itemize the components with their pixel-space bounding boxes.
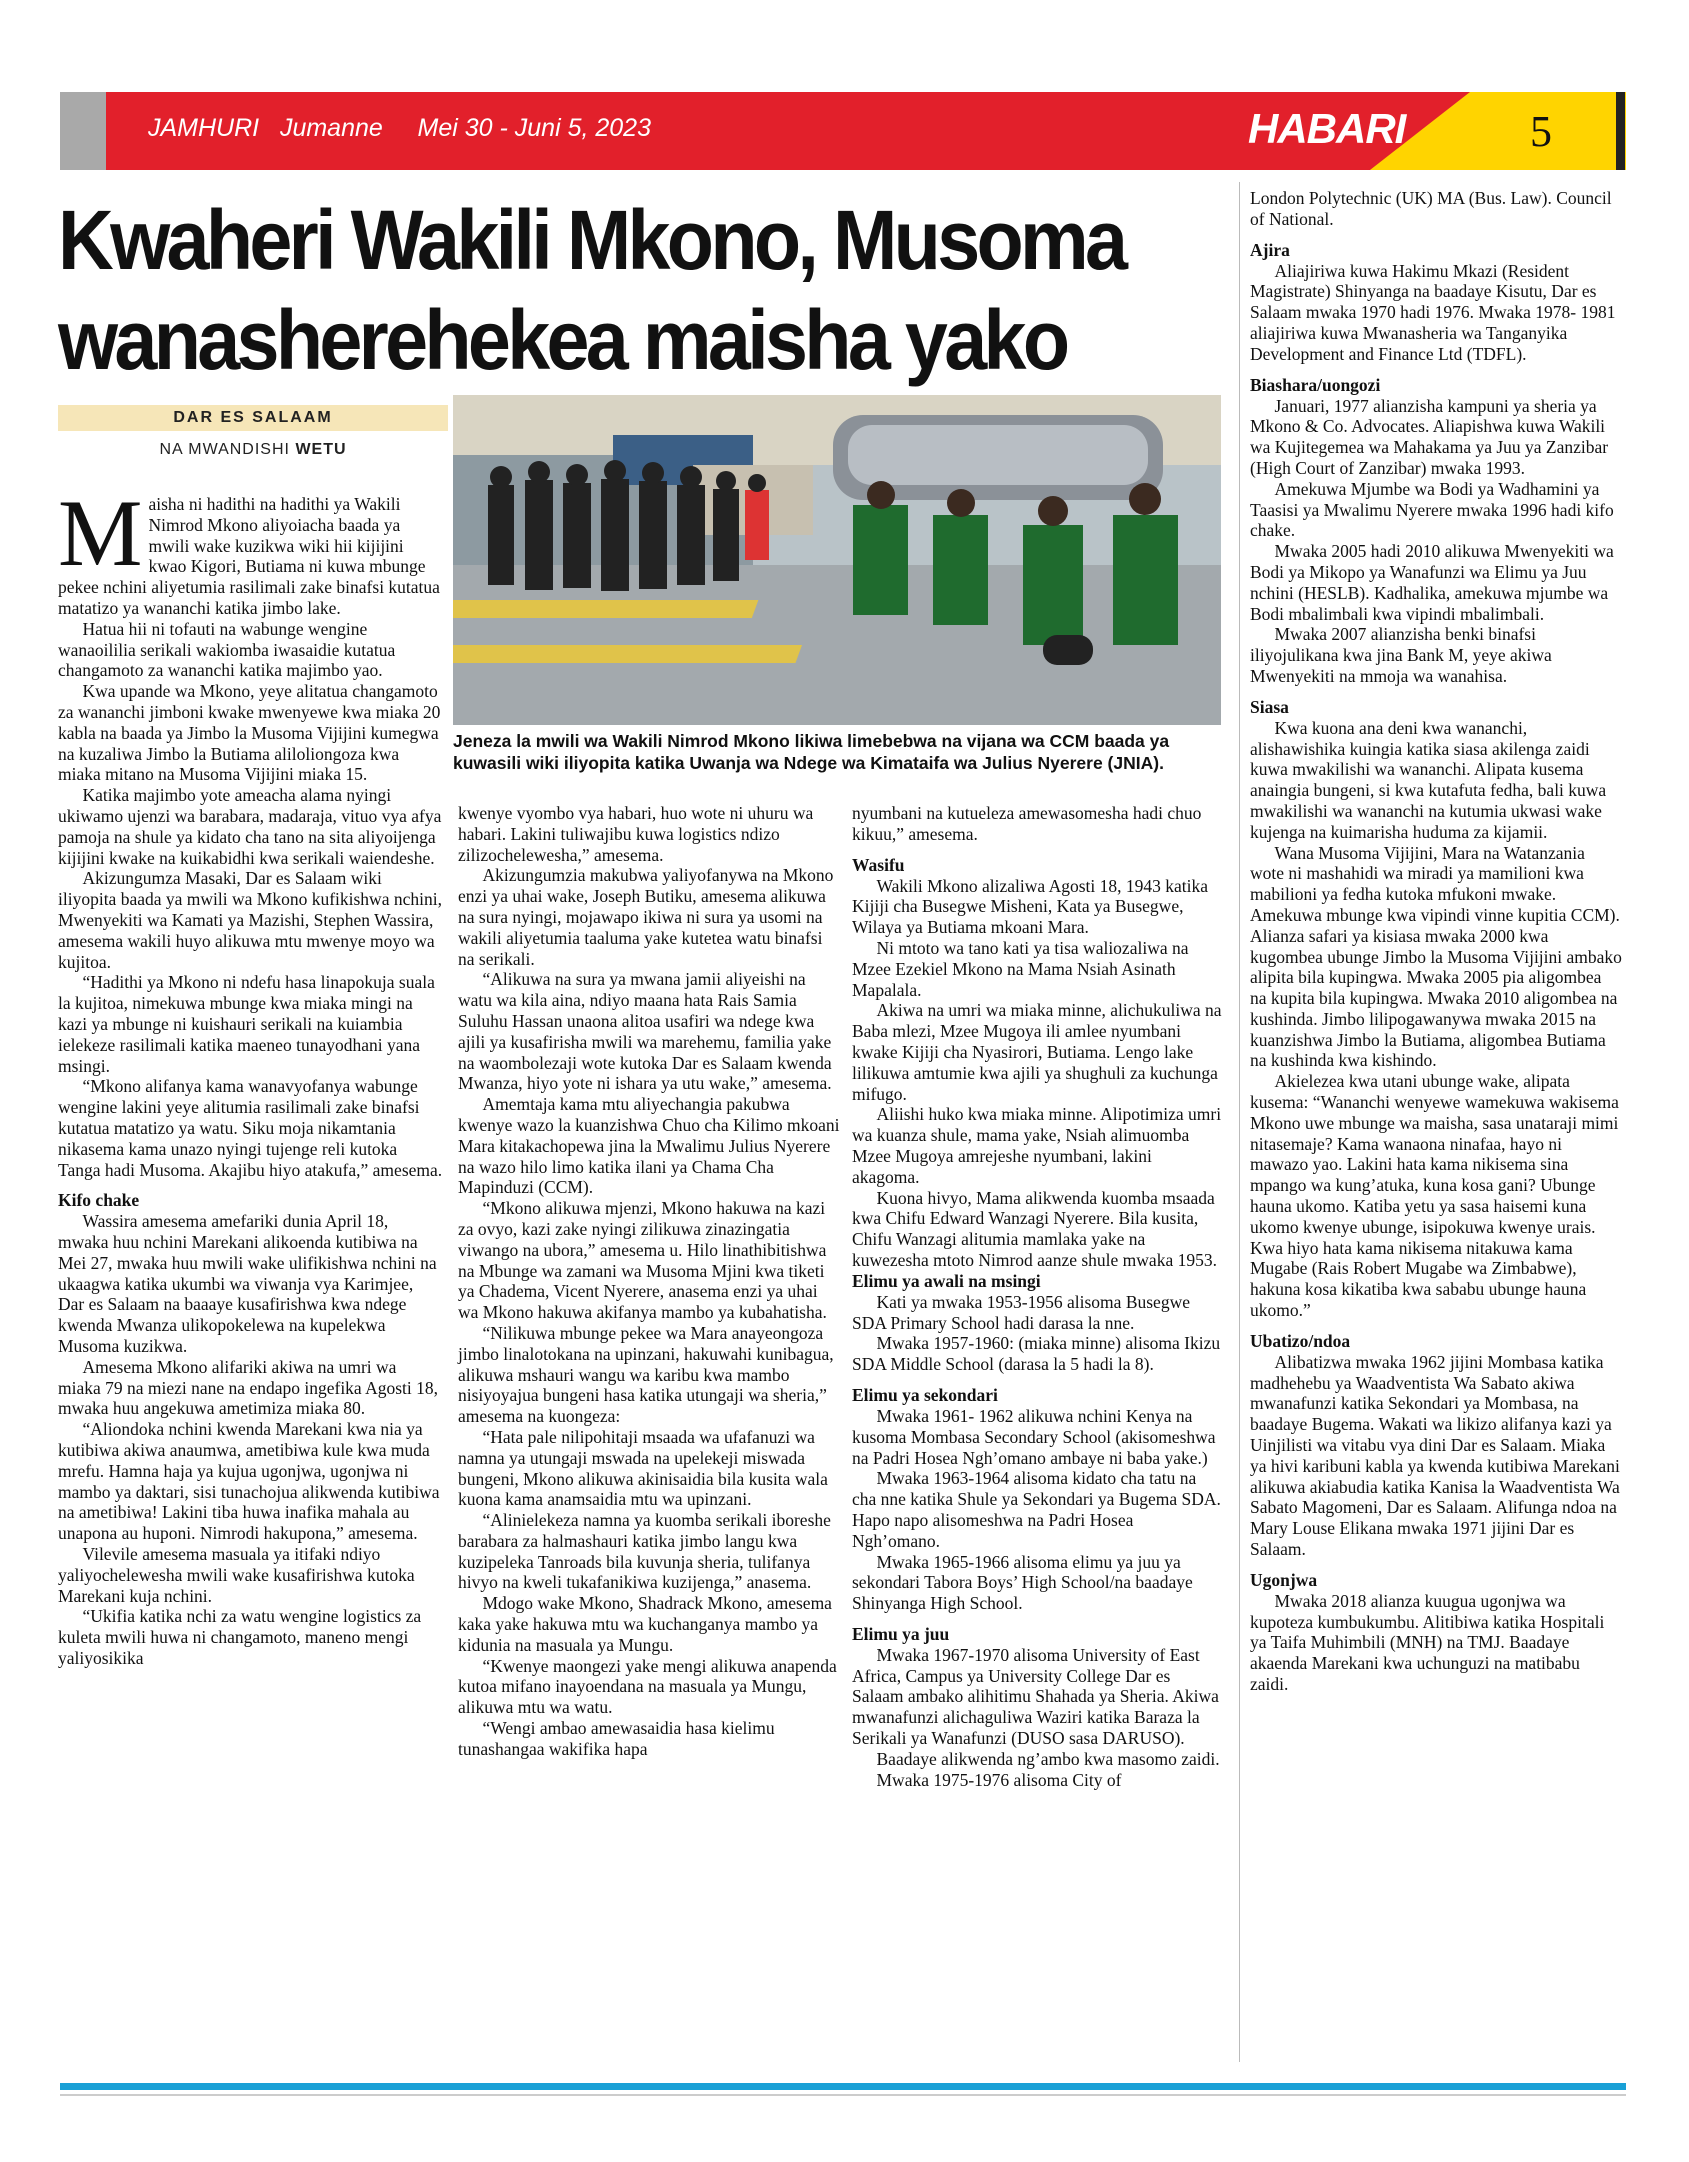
- paragraph: Vilevile amesema masuala ya itifaki ndiyo yaliyochelewesha mwili wake kusafirishwa kutoka Marekani kuja nchini.: [58, 1544, 415, 1606]
- subheading: Siasa: [1250, 696, 1289, 717]
- subheading: Ajira: [1250, 239, 1290, 260]
- subheading: Elimu ya sekondari: [852, 1384, 998, 1405]
- paragraph: aisha ni hadithi na hadithi ya Wakili Nimrod Mkono aliyoiacha baada ya mwili wake kuzikwa wiki hii kijijini kwao Kigori, Butiama ni kuwa mbunge pekee nchini aliyetumia rasilimali zake binafsi kutatua matatizo ya wananchi katika jimbo lake.: [58, 494, 440, 618]
- subheading: Biashara/uongozi: [1250, 374, 1381, 395]
- paragraph: Mwaka 1961- 1962 alikuwa nchini Kenya na kusoma Mombasa Secondary School (akisomeshwa na Padri Hosea Ngh’omano ambaye ni baba yake.): [852, 1405, 1216, 1468]
- subheading: Kifo chake: [58, 1190, 140, 1211]
- section-label: HABARI: [1248, 105, 1406, 152]
- paragraph: London Polytechnic (UK) MA (Bus. Law). Council of National.: [1250, 188, 1612, 229]
- paragraph: Mwaka 1957-1960: (miaka minne) alisoma Ikizu SDA Middle School (darasa la 5 hadi la 8).: [852, 1333, 1221, 1375]
- paragraph: Mwaka 2018 alianza kuugua ugonjwa wa kupoteza kumbukumbu. Alitibiwa katika Hospitali ya Taifa Muhimbili (MNH) na TMJ. Baadaye akaenda Marekani kwa uchunguzi na matibabu zaidi.: [1250, 1590, 1605, 1694]
- drop-cap: M: [58, 480, 143, 586]
- paragraph: “Alinielekeza namna ya kuomba serikali iboreshe barabara za halmashauri katika jimbo langu kwa kuzipeleka Tanroads bila kuvunja sheria, tulifanya hivyo na kweli tukafanikiwa kuzijenga,” anasema.: [458, 1510, 831, 1593]
- article-column-2: [458, 803, 840, 1760]
- subheading: Elimu ya awali na msingi: [852, 1270, 1041, 1291]
- headline-line-2: wanasherehekea maisha yako: [58, 293, 1067, 387]
- column-rule: [1239, 182, 1240, 2062]
- paragraph: Mdogo wake Mkono, Shadrack Mkono, amesema kaka yake hakuwa mtu wa kuchanganya mambo ya kidunia na masuala ya Mungu.: [458, 1593, 832, 1655]
- paragraph: Ni mtoto wa tano kati ya tisa waliozaliwa na Mzee Ezekiel Mkono na Mama Nsiah Asinath Mapalala.: [852, 937, 1189, 1000]
- paragraph: “Mkono alikuwa mjenzi, Mkono hakuwa na kazi za ovyo, kazi zake nyingi zilikuwa zinazingatia viwango na ubora,” amesema u. Hilo linathibitishwa na Mbunge wa zamani wa Musoma Mjini kwa tiketi ya Chadema, Vicent Nyerere, anasema enzi ya uhai wa Mkono hakuwa akifanya mambo ya kubahatisha.: [458, 1198, 827, 1323]
- photo-illustration: [453, 395, 1221, 725]
- paragraph: Mwaka 1965-1966 alisoma elimu ya juu ya sekondari Tabora Boys’ High School/na baadaye Shinyanga High School.: [852, 1551, 1193, 1614]
- paragraph: Aliajiriwa kuwa Hakimu Mkazi (Resident Magistrate) Shinyanga na baadaye Kisutu, Dar es Salaam mwaka 1970 hadi 1976. Mwaka 1978- 1981 aliajiriwa kuwa Mwanasheria wa Tanganyika Development and Finance Ltd (TDFL).: [1250, 260, 1616, 364]
- header-yellow-block: [1370, 92, 1626, 170]
- page-header: [60, 92, 1626, 170]
- paragraph: Amekuwa Mjumbe wa Bodi ya Wadhamini ya Taasisi ya Mwalimu Nyerere mwaka 1996 hadi kifo chake.: [1250, 478, 1614, 541]
- photo-caption: Jeneza la mwili wa Wakili Nimrod Mkono likiwa limebebwa na vijana wa CCM baada ya kuwasili wiki iliyopita katika Uwanja wa Ndege wa Kimataifa wa Julius Nyerere (JNIA).: [453, 731, 1170, 773]
- paragraph: “Hadithi ya Mkono ni ndefu hasa linapokuja suala la kujitoa, nimekuwa mbunge kwa miaka mingi na kazi ya mbunge ni kuishauri serikali na kuiambia ielekeze rasilimali katika maeneo tunayodhani yana msingi.: [58, 972, 435, 1076]
- paragraph: Januari, 1977 alianzisha kampuni ya sheria ya Mkono & Co. Advocates. Aliapishwa kuwa Wakili wa Kujitegemea wa Mahakama ya Juu ya Zanzibar (High Court of Zanzibar) mwaka 1993.: [1250, 395, 1609, 478]
- article-column-1: [58, 480, 443, 1669]
- article-column-3: [852, 803, 1222, 1790]
- paragraph: Katika majimbo yote ameacha alama nyingi ukiwamo ujenzi wa barabara, madaraja, vituo vya afya pamoja na shule ya kidato cha tano na sita aliyoijenga kijijini kwake na kuikabidhi kwa serikali waiendeshe.: [58, 785, 442, 868]
- paragraph: nyumbani na kutueleza amewasomesha hadi chuo kikuu,” amesema.: [852, 803, 1202, 844]
- paragraph: Amemtaja kama mtu aliyechangia pakubwa kwenye wazo la kuanzishwa Chuo cha Kilimo mkoani Mara kitakachopewa jina la Mwalimu Julius Nyerere na wazo hilo limo katika ilani ya Chama Cha Mapinduzi (CCM).: [458, 1094, 840, 1198]
- byline-name: WETU: [295, 441, 347, 458]
- paragraph: Kwa kuona ana deni kwa wananchi, alishawishika kuingia katika siasa akilenga zaidi kuwa mwakilishi wa wananchi. Alipata kusema anaingia bungeni, si kwa kutafuta fedha, bali kuwa mwakilishi wa wananchi na kutumia ukwasi wake kujenga na kuimarisha huduma za kijamii.: [1250, 717, 1607, 842]
- footer-rule: [60, 2083, 1626, 2090]
- header-edge-bar: [1616, 92, 1625, 170]
- footer-rule-thin: [60, 2094, 1626, 2096]
- paragraph: Akiwa na umri wa miaka minne, alichukuliwa na Baba mlezi, Mzee Mugoya ili amlee nyumbani kwake Kijiji cha Nyasirori, Butiama. Lengo lake lilikuwa amtumie kwa ajili ya shughuli za kuchunga mifugo.: [852, 1000, 1222, 1104]
- paragraph: Wakili Mkono alizaliwa Agosti 18, 1943 katika Kijiji cha Busegwe Misheni, Kata ya Busegwe, Wilaya ya Butiama mkoani Mara.: [852, 875, 1209, 938]
- headline: [58, 190, 1134, 390]
- paragraph: Amesema Mkono alifariki akiwa na umri wa miaka 79 na miezi nane na endapo ingefika Agosti 18, mwaka huu angekuwa ametimiza miaka 80.: [58, 1356, 439, 1419]
- paragraph: kwenye vyombo vya habari, huo wote ni uhuru wa habari. Lakini tuliwajibu kuwa logistics ndizo zilizochelewesha,” amesema.: [458, 803, 814, 865]
- subheading: Ubatizo/ndoa: [1250, 1330, 1351, 1351]
- paragraph: Mwaka 1967-1970 alisoma University of East Africa, Campus ya University College Dar es Salaam ambako alihitimu Shahada ya Sheria. Akiwa mwanafunzi alichaguliwa Waziri katika Baraza la Serikali ya Wanafunzi (DUSO sasa DARUSO).: [852, 1644, 1219, 1749]
- byline-prefix: NA MWANDISHI: [159, 441, 290, 458]
- paragraph: Baadaye alikwenda ng’ambo kwa masomo zaidi.: [876, 1748, 1220, 1769]
- paragraph: “Wengi ambao amewasaidia hasa kielimu tunashangaa wakifika hapa: [458, 1718, 775, 1759]
- subheading: Ugonjwa: [1250, 1569, 1318, 1590]
- paragraph: Kuona hivyo, Mama alikwenda kuomba msaada kwa Chifu Edward Wanzagi Nyerere. Bila kusita, Chifu Wanzagi alitumia mamlaka yake na kuwezesha mtoto Nimrod aanze shule mwaka 1953.: [852, 1187, 1217, 1270]
- header-grey-block: [60, 92, 106, 170]
- paragraph: Wassira amesema amefariki dunia April 18, mwaka huu nchini Marekani alikoenda kutibiwa na Mei 27, mwaka huu mwili wake ulifikishwa nchini na ukaagwa katika ukumbi wa viwanja vya Karimjee, Dar es Salaam na baaaye kusafirishwa kwa ndege kwenda Mwanza ulikopokelewa na kupelekwa Musoma kuzikwa.: [58, 1211, 437, 1357]
- paragraph: Kati ya mwaka 1953-1956 alisoma Busegwe SDA Primary School hadi darasa la nne.: [852, 1291, 1190, 1333]
- paragraph: “Hata pale nilipohitaji msaada wa ufafanuzi wa namna ya utungaji mswada na upelekeji miswada bungeni, Mkono alikuwa akinisaidia bila kusita wala kuona kama anamsaidia mtu wa upinzani.: [458, 1426, 828, 1510]
- paragraph: Kwa upande wa Mkono, yeye alitatua changamoto za wananchi jimboni kwake mwenyewe kwa miaka 20 kabla na baada ya Jimbo la Musoma Vijijini kumegwa na kuzaliwa Jimbo la Butiama aliloliongoza kwa miaka mitano na Musoma Vijijini miaka 15.: [58, 681, 441, 785]
- paper-issue-line: JAMHURI Jumanne Mei 30 - Juni 5, 2023: [148, 114, 651, 142]
- article-column-4: [1250, 188, 1622, 1695]
- paragraph: Alibatizwa mwaka 1962 jijini Mombasa katika madhehebu ya Waadventista Wa Sabato akiwa mwanafunzi katika Sekondari ya Mombasa, na baadaye Bugema. Wakati wa likizo alifanya kazi ya Uinjilisti wa vitabu vya dini Dar es Salaam. Miaka ya hivi karibuni kabla ya kwenda kutibiwa Marekani alikuwa akiabudia katika Kanisa la Waadventista Wa Sabato Magomeni, Dar es Salaam. Alifunga ndoa na Mary Louse Elikana mwaka 1971 jijini Dar es Salaam.: [1250, 1351, 1620, 1560]
- paragraph: Akizungumza Masaki, Dar es Salaam wiki iliyopita baada ya mwili wa Mkono kufikishwa nchini, Mwenyekiti wa Kamati ya Mazishi, Stephen Wassira, amesema wakili huyo alikuwa mtu mwenye moyo wa kujitoa.: [58, 868, 442, 972]
- paragraph: “Alikuwa na sura ya mwana jamii aliyeishi na watu wa kila aina, ndiyo maana hata Rais Samia Suluhu Hassan unaona alitoa usafiri wa ndege kwa ajili ya kusafirisha mwili wa marehemu, familia yake na waombolezaji wote kutoka Dar es Salaam kwenda Mwanza, hiyo yote ni ishara ya utu wake,” amesema.: [458, 969, 832, 1094]
- paragraph: “Nilikuwa mbunge pekee wa Mara anayeongoza jimbo linalotokana na upinzani, hakuwahi kunibagua, alikuwa mshauri wangu wa karibu kwa mambo nisiyoyajua bungeni hasa katika utungaji wa sheria,” amesema na kuongeza:: [458, 1322, 834, 1427]
- headline-line-1: Kwaheri Wakili Mkono, Musoma: [58, 193, 1125, 287]
- paragraph: Mwaka 1963-1964 alisoma kidato cha tatu na cha nne katika Shule ya Sekondari ya Bugema SDA. Hapo napo alisomeshwa na Padri Hosea Ngh’omano.: [852, 1468, 1221, 1551]
- subheading: Wasifu: [852, 854, 905, 875]
- paragraph: Akizungumzia makubwa yaliyofanywa na Mkono enzi ya uhai wake, Joseph Butiku, amesema alikuwa na sura nyingi, mojawapo ikiwa ni sura ya usomi na wakili aliyetumia taaluma yake kutetea watu binafsi na serikali.: [458, 865, 834, 969]
- paragraph: Mwaka 1975-1976 alisoma City of: [876, 1769, 1122, 1790]
- paragraph: Aliishi huko kwa miaka minne. Alipotimiza umri wa kuanza shule, mama yake, Nsiah alimuomba Mzee Mugoya amrejeshe nyumbani, lakini akagoma.: [852, 1104, 1222, 1187]
- byline: [58, 441, 448, 459]
- subheading: Elimu ya juu: [852, 1623, 950, 1644]
- paragraph: “Aliondoka nchini kwenda Marekani kwa nia ya kutibiwa akiwa anaumwa, ametibiwa kule kwa muda mrefu. Hamna haja ya kujua ugonjwa, ugonjwa ni mambo ya daktari, sisi tunachojua alikwenda kutibiwa na ametibiwa! Lakini tiba huwa inafika mahala au unapona au huponi. Nimrodi hakupona,” amesema.: [58, 1419, 440, 1544]
- news-photo: [453, 395, 1221, 725]
- page-number: 5: [1530, 107, 1552, 156]
- paragraph: “Ukifia katika nchi za watu wengine logistics za kuleta mwili huwa ni changamoto, maneno mengi yaliyosikika: [58, 1606, 422, 1669]
- paragraph: Mwaka 2005 hadi 2010 alikuwa Mwenyekiti wa Bodi ya Mikopo ya Wanafunzi wa Elimu ya Juu nchini (HESLB). Kadhalika, amekuwa mjumbe wa Bodi mbalimbali kwa vipindi mbalimbali.: [1250, 541, 1614, 624]
- paragraph: Hatua hii ni tofauti na wabunge wengine wanaoililia serikali wakiomba iwasaidie kutatua changamoto za wananchi katika majimbo yao.: [58, 618, 396, 681]
- paragraph: Akielezea kwa utani ubunge wake, alipata kusema: “Wananchi wenyewe wamekuwa wakisema Mkono uwe mbunge wa maisha, sasa unataraji mimi nitasemaje? Kama wanaona ninafaa, hayo ni mawazo yao. Lakini hata kama nikisema sina mpango wa kung’atuka, kuna kosa gani? Ubunge hauna ukomo. Katiba yetu ya sasa haisemi kuna ukomo kwenye ubunge, isipokuwa kwenye urais. Kwa hiyo hata kama nikisema nitakuwa kama Mugabe (Rais Robert Mugabe wa Zimbabwe), hakuna kosa kikatiba kwa sababu ubunge hauna ukomo.”: [1250, 1071, 1619, 1321]
- dateline: DAR ES SALAAM: [58, 405, 448, 431]
- paragraph: Wana Musoma Vijijini, Mara na Watanzania wote ni mashahidi wa miradi ya mamilioni kwa mabilioni ya fedha kutoka mfukoni mwake. Amekuwa mbunge kwa vipindi vinne kupitia CCM). Alianza safari ya kisiasa mwaka 2000 kwa kugombea ubunge Jimbo la Musoma Vijijini ambako alipita bila kupingwa. Mwaka 2005 pia aligombea na kupita bila kupingwa. Mwaka 2010 aligombea na kushinda. Jimbo lilipogawanywa mwaka 2015 na kuanzishwa Jimbo la Butiama, aligombea Butiama na kushinda kwa kishindo.: [1250, 842, 1622, 1071]
- paragraph: Mwaka 2007 alianzisha benki binafsi iliyojulikana kwa jina Bank M, yeye akiwa Mwenyekiti na mmoja wa wanahisa.: [1250, 624, 1552, 686]
- paragraph: “Kwenye maongezi yake mengi alikuwa anapenda kutoa mifano inayoendana na masuala ya Mungu, alikuwa mtu wa watu.: [458, 1655, 837, 1718]
- paragraph: “Mkono alifanya kama wanavyofanya wabunge wengine lakini yeye alitumia rasilimali zake binafsi kutatua matatizo ya watu. Siku moja nikamtania nikasema kama unazo nyingi tujenge reli kutoka Tanga hadi Musoma. Akajibu hiyo atakufa,” amesema.: [58, 1076, 443, 1180]
